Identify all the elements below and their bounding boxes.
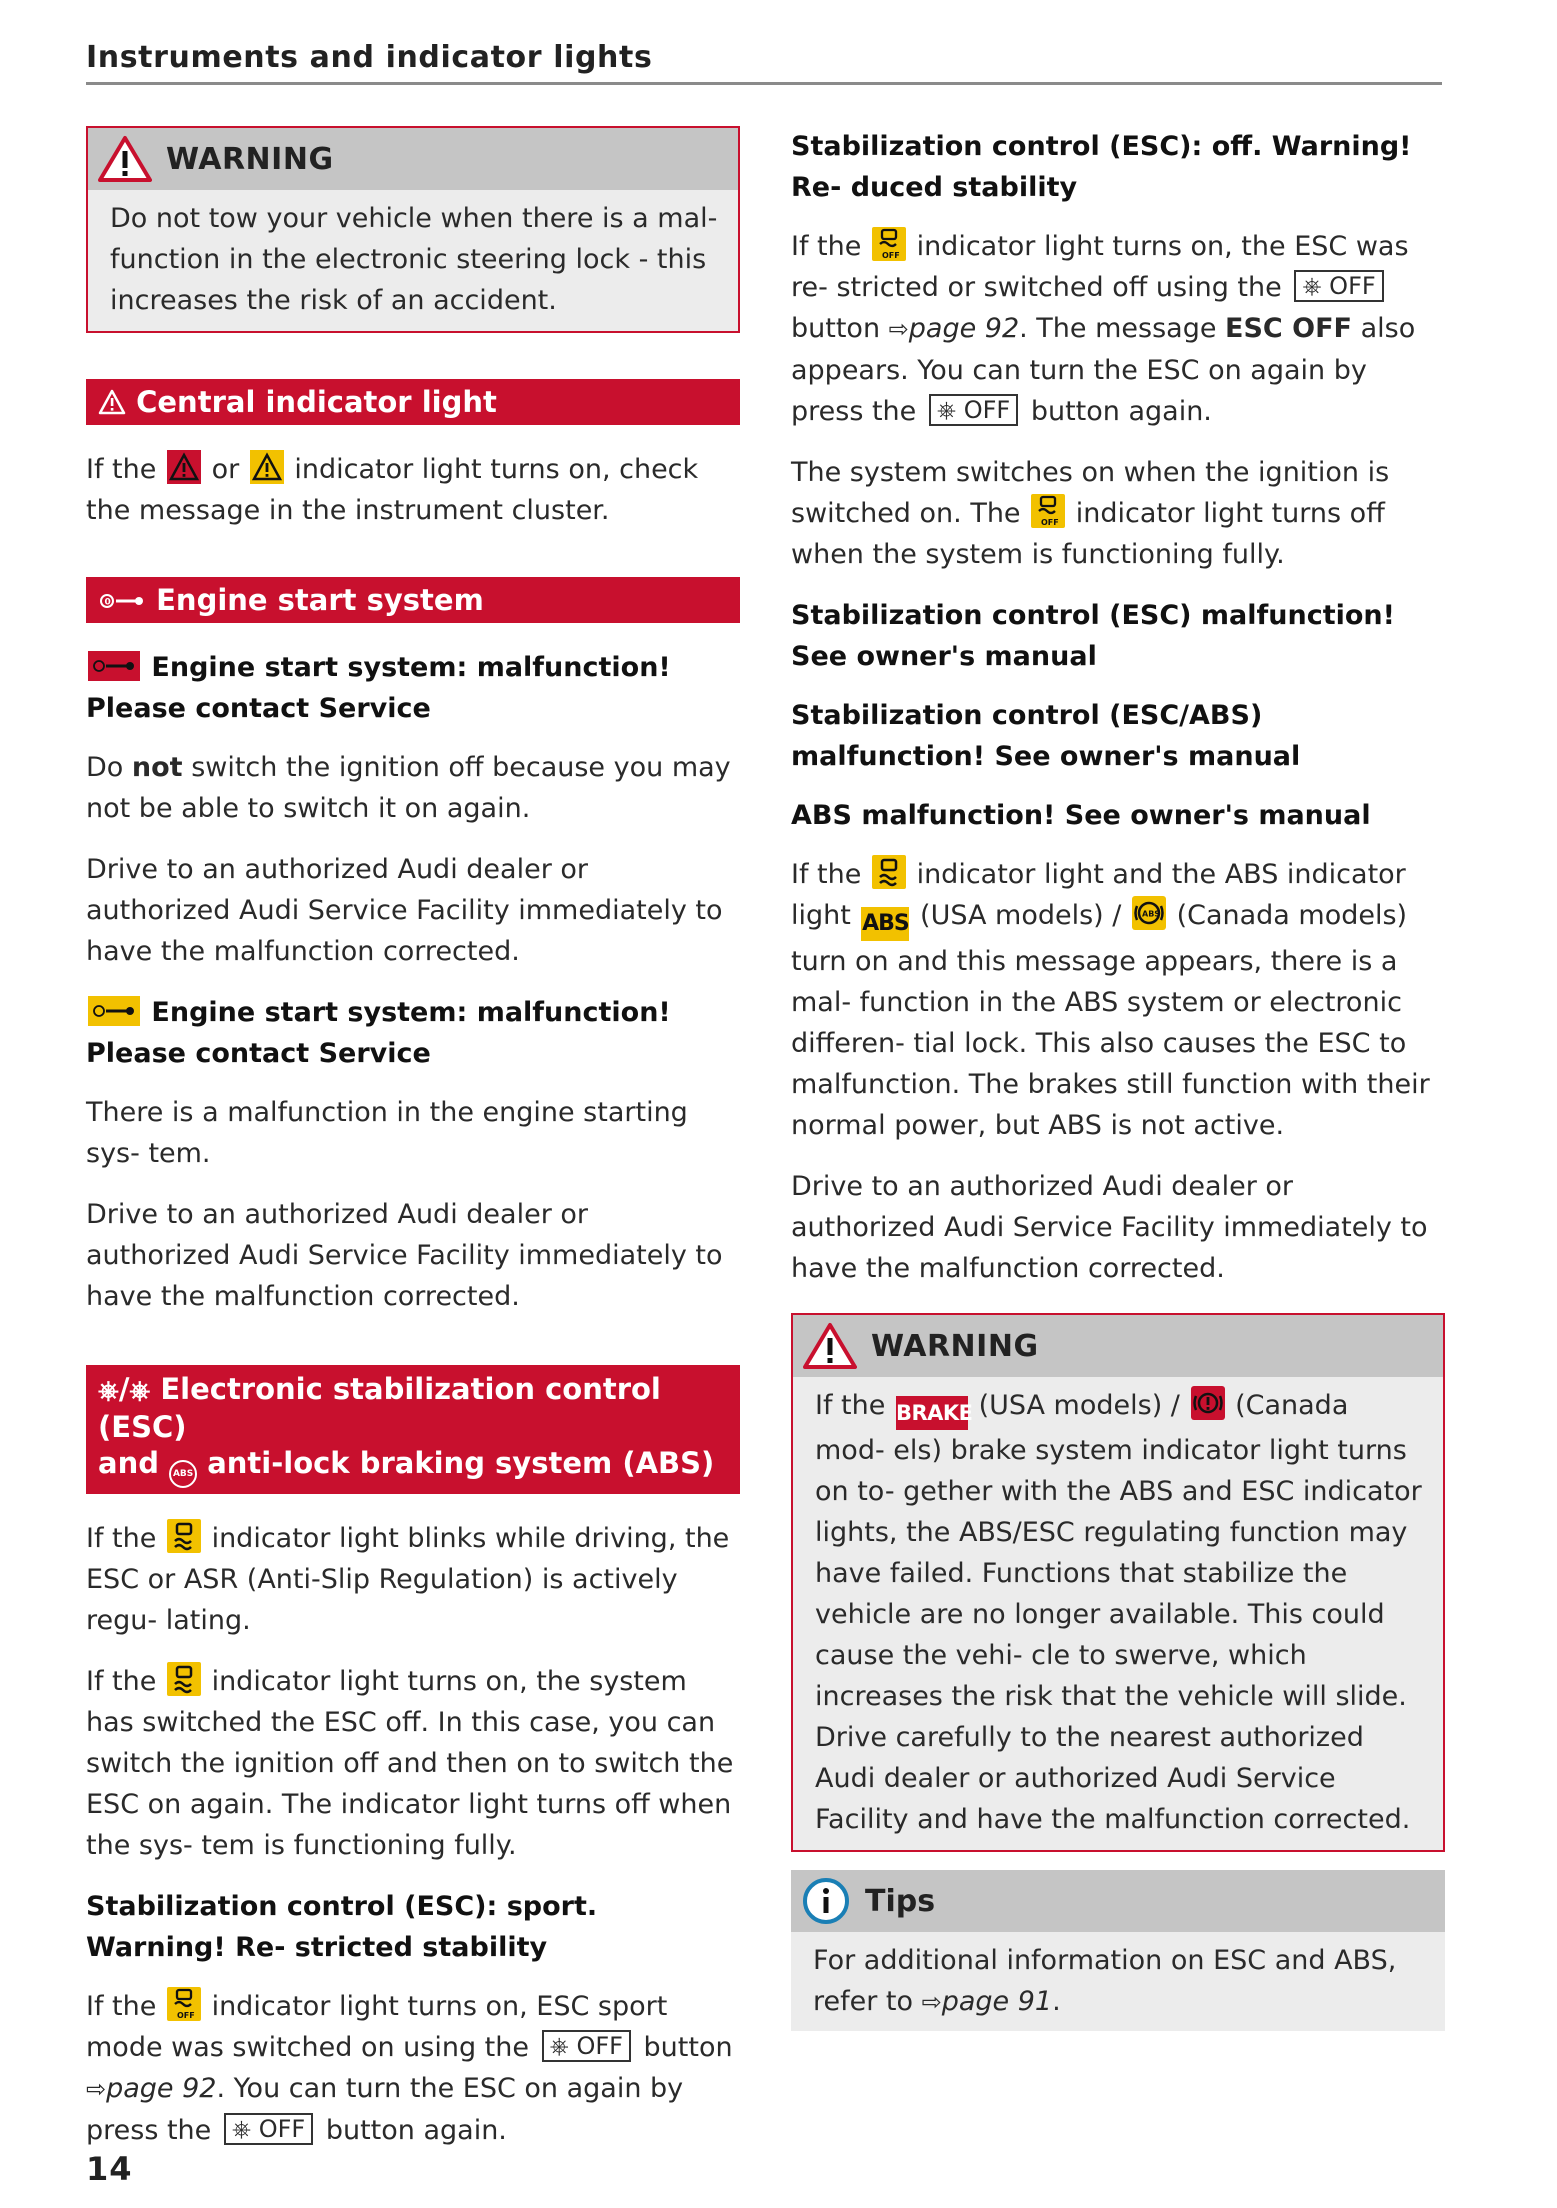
esc-off-icon: ⎈: [129, 1376, 151, 1406]
page-reference-link[interactable]: page 91: [941, 1986, 1053, 2017]
esc-paragraph-2: [86, 1661, 740, 1866]
svg-text:OFF: OFF: [1041, 518, 1059, 527]
text: If the: [815, 1390, 886, 1421]
section-heading-text: anti-lock braking system (ABS): [207, 1446, 715, 1480]
warning-title-bar: [88, 128, 738, 190]
section-heading-engine: [86, 577, 740, 623]
text: If the: [86, 1523, 157, 1554]
svg-text:OFF: OFF: [176, 2011, 195, 2020]
page-reference-link[interactable]: page 92: [908, 313, 1020, 344]
section-heading-esc: ⎈/⎈ Electronic stabilization control (ESC) and ABS anti-lock braking system (ABS): [86, 1365, 740, 1494]
red-warning-indicator-icon: [167, 450, 201, 484]
warning-text: Do not tow your vehicle when there is a mal- function in the electronic steering lock - this increases the risk of an accident.: [110, 203, 718, 316]
text: indicator light turns on, the ESC was re- stricted or switched off using the: [791, 231, 1409, 303]
esc-off-button-symbol: [542, 2030, 631, 2062]
text: indicator light turns on, ESC sport mode was switched on using the: [86, 1991, 668, 2063]
warning-title: WARNING: [166, 141, 334, 177]
esc-off-button-symbol: [224, 2113, 313, 2145]
warning-title-bar: [793, 1315, 1443, 1377]
esc-sport-heading: Stabilization control (ESC): sport. Warning! Re- stricted stability: [86, 1891, 598, 1963]
abs-usa-indicator-icon: ABS: [861, 907, 909, 941]
esc-off-indicator-icon: [1031, 494, 1065, 528]
text: button again.: [1030, 396, 1212, 427]
text: or: [211, 454, 240, 485]
tips-text: [813, 1940, 1425, 2023]
text: . The message: [1019, 313, 1217, 344]
esc-malfunction-heading: Stabilization control (ESC) malfunction! See owner's manual: [791, 600, 1395, 672]
text: (Canada models) turn on and this message appears, there is a mal- function in the ABS system or electronic differen- tial lock. This also causes the ESC to malfunction. The brakes still function with their normal power, but ABS is not active.: [791, 900, 1430, 1141]
engine-yellow-heading: [86, 992, 740, 1074]
esc-car-icon: ⎈: [1302, 272, 1322, 300]
esc-car-icon: ⎈: [231, 2115, 252, 2143]
warning-triangle-icon: [98, 389, 126, 415]
text: indicator light blinks while driving, the ESC or ASR (Anti-Slip Regulation) is actively regu- lating.: [86, 1523, 730, 1636]
text: If the: [791, 859, 862, 890]
esc-off-indicator-icon: [872, 227, 906, 261]
text: OFF: [258, 2115, 306, 2143]
brake-usa-indicator-icon: BRAKE: [896, 1396, 968, 1430]
engine-start-yellow-indicator-icon: [88, 996, 140, 1026]
text: Do: [86, 752, 124, 783]
tips-title-bar: [791, 1870, 1445, 1932]
esc-off-button-symbol: [1294, 270, 1383, 302]
section-heading-text: Central indicator light: [136, 385, 497, 419]
abs-paragraph-2: Drive to an authorized Audi dealer or authorized Audi Service Facility immediately to have the malfunction corrected.: [791, 1171, 1428, 1284]
esc-off-indicator-icon: [167, 1987, 201, 2021]
esc-off-button-symbol: [929, 394, 1018, 426]
esc-icon: ⎈: [98, 1376, 119, 1406]
engine-start-red-indicator-icon: [88, 651, 140, 681]
abs-circle-icon: ABS: [169, 1460, 197, 1488]
page-reference-arrow-icon: ⇨: [888, 315, 909, 343]
text: switch the ignition off because you may not be able to switch it on again.: [86, 752, 731, 824]
esc-car-icon: ⎈: [936, 396, 957, 424]
text: OFF: [576, 2032, 623, 2060]
esc-indicator-icon: [872, 855, 906, 889]
yellow-warning-indicator-icon: [250, 450, 284, 484]
text: The system switches on when the ignition is switched on. The: [791, 457, 1390, 529]
esc-indicator-icon: [167, 1519, 201, 1553]
text: button: [643, 2032, 733, 2063]
key-icon: [98, 590, 146, 612]
esc-off-paragraph-2: [791, 452, 1445, 575]
warning-box-steering-lock: [86, 126, 740, 333]
text: OFF: [963, 396, 1011, 424]
warning-text: [815, 1385, 1423, 1840]
text: button: [791, 313, 881, 344]
esc-indicator-icon: [167, 1662, 201, 1696]
section-heading-text: Engine start system: [156, 583, 484, 617]
text: (USA models) /: [920, 900, 1122, 931]
header-divider: [86, 82, 1442, 85]
page-header: Instruments and indicator lights: [86, 40, 653, 75]
text: Engine start system: malfunction! Please contact Service: [86, 997, 671, 1069]
abs-paragraph-1: [791, 854, 1445, 1146]
esc-abs-malfunction-heading: Stabilization control (ESC/ABS) malfunction! See owner's manual: [791, 700, 1301, 772]
engine-paragraph-3: There is a malfunction in the engine starting sys- tem.: [86, 1097, 688, 1169]
text: button again.: [325, 2115, 507, 2146]
esc-car-icon: ⎈: [549, 2032, 569, 2060]
brake-canada-indicator-icon: [1191, 1386, 1225, 1420]
right-column: [791, 126, 1445, 2031]
text: For additional information on ESC and ABS, refer to: [813, 1945, 1397, 2017]
tips-title: Tips: [865, 1883, 936, 1919]
engine-paragraph-2: Drive to an authorized Audi dealer or authorized Audi Service Facility immediately to have the malfunction corrected.: [86, 854, 723, 967]
section-heading-central: [86, 379, 740, 425]
warning-triangle-icon: [803, 1322, 857, 1370]
text: If the: [86, 454, 157, 485]
engine-paragraph-1: [86, 747, 740, 829]
warning-title: WARNING: [871, 1328, 1039, 1364]
text: also appears. You can turn the ESC on again by press the: [791, 313, 1416, 427]
warning-box-brake: [791, 1313, 1445, 1852]
page-reference-arrow-icon: ⇨: [921, 1988, 942, 2016]
text: indicator light turns on, check the message in the instrument cluster.: [86, 454, 699, 526]
text: .: [1052, 1986, 1061, 2017]
text: indicator light and the ABS indicator light: [791, 859, 1406, 931]
text-bold: not: [131, 752, 183, 783]
left-column: [86, 126, 740, 2171]
page-reference-link[interactable]: page 92: [106, 2073, 217, 2104]
text: OFF: [1329, 272, 1376, 300]
abs-canada-indicator-icon: [1132, 896, 1166, 930]
section-heading-text: and: [98, 1446, 159, 1480]
tips-box: [791, 1870, 1445, 2031]
esc-paragraph-3: [86, 1986, 740, 2151]
text: . You can turn the ESC on again by press the: [86, 2073, 684, 2146]
text: If the: [791, 231, 862, 262]
abs-malfunction-heading: ABS malfunction! See owner's manual: [791, 800, 1371, 831]
page-number: 14: [86, 2150, 133, 2188]
svg-text:0: 0: [104, 597, 111, 608]
engine-red-heading: [86, 647, 740, 729]
svg-text:OFF: OFF: [881, 251, 900, 260]
svg-text:ABS: ABS: [1141, 909, 1161, 919]
esc-off-heading: Stabilization control (ESC): off. Warning! Re- duced stability: [791, 131, 1412, 203]
central-paragraph: [86, 449, 740, 531]
engine-paragraph-4: Drive to an authorized Audi dealer or authorized Audi Service Facility immediately to have the malfunction corrected.: [86, 1199, 723, 1312]
text: If the: [86, 1991, 157, 2022]
esc-off-paragraph-1: [791, 226, 1445, 432]
page-reference-arrow-icon: ⇨: [86, 2075, 107, 2103]
info-icon: [801, 1876, 851, 1926]
warning-triangle-icon: [98, 135, 152, 183]
text-bold: ESC OFF: [1225, 313, 1352, 344]
esc-paragraph-1: [86, 1518, 740, 1641]
text: Engine start system: malfunction! Please contact Service: [86, 652, 671, 724]
text: (USA models) /: [978, 1390, 1180, 1421]
text: (Canada mod- els) brake system indicator light turns on to- gether with the ABS and ESC indicator lights, the ABS/ESC regulating function may have failed. Functions that stabilize the vehicle are no longer available. This could cause the vehi- cle to swerve, which increases the risk that the vehicle will slide. Drive carefully to the nearest authorized Audi dealer or authorized Audi Service Facility and have the malfunction corrected.: [815, 1390, 1422, 1835]
text: If the: [86, 1666, 157, 1697]
text: indicator light turns on, the system has switched the ESC off. In this case, you can switch the ignition off and then on to switch the ESC on again. The indicator light turns off when the sys- tem is functioning fully.: [86, 1666, 734, 1861]
section-heading-text: Electronic stabilization control (ESC): [98, 1372, 661, 1444]
text: indicator light turns off when the system is functioning fully.: [791, 498, 1385, 570]
